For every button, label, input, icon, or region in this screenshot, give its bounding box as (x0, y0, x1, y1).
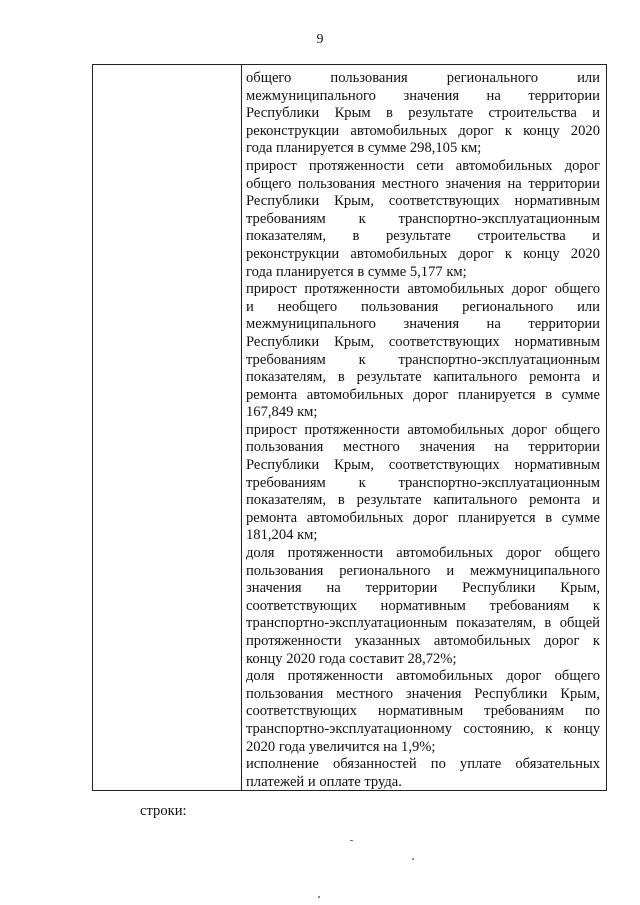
scan-speck (412, 858, 414, 860)
text-line: исполнение обязанностей по уплате обязательных (246, 756, 600, 773)
trailing-text: строки: (140, 803, 187, 819)
column-divider (241, 65, 242, 790)
text-line: требованиям к транспортно-эксплуатационным (246, 210, 600, 227)
text-line: года планируется в сумме 298,105 км; (246, 140, 482, 157)
text-line: 181,204 км; (246, 527, 318, 544)
text-line: доля протяженности автомобильных дорог общего (246, 545, 600, 562)
table-left-cell (93, 65, 241, 790)
text-line: показателям, в результате капитального ремонта и (246, 369, 600, 386)
text-line: концу 2020 года составит 28,72%; (246, 650, 457, 667)
text-line: ремонта автомобильных дорог планируется в сумме (246, 509, 600, 526)
scan-speck (350, 840, 353, 841)
text-line: пользования местного значения на территории (246, 439, 600, 456)
text-line: прирост протяженности сети автомобильных дорог (246, 157, 600, 174)
text-line: пользования регионального и межмуниципального (246, 562, 600, 579)
text-line: требованиям к транспортно-эксплуатационным (246, 351, 600, 368)
text-line: и необщего пользования регионального или (246, 298, 600, 315)
text-line: общего пользования регионального или (246, 70, 600, 86)
text-line: доля протяженности автомобильных дорог общего (246, 668, 600, 685)
text-line: межмуниципального значения на территории (246, 316, 600, 333)
page-number: 9 (316, 32, 324, 47)
text-line: Республики Крым, соответствующих нормативным (246, 193, 600, 210)
text-line: транспортно-эксплуатационному состоянию, к концу (246, 720, 600, 737)
text-line: межмуниципального значения на территории (246, 87, 600, 104)
text-line: 2020 года увеличится на 1,9%; (246, 738, 436, 755)
text-line: Республики Крым, соответствующих нормативным (246, 457, 600, 474)
text-line: Республики Крым, соответствующих нормативным (246, 333, 600, 350)
text-line: транспортно-эксплуатационным показателям, в общей (246, 615, 600, 632)
text-line: требованиям к транспортно-эксплуатационным (246, 474, 600, 491)
text-line: общего пользования местного значения на территории (246, 175, 600, 192)
scan-speck (318, 896, 320, 898)
text-line: пользования местного значения Республики Крым, (246, 685, 600, 702)
text-line: соответствующих нормативным требованиям к (246, 597, 600, 614)
table-right-cell (246, 70, 600, 791)
text-line: прирост протяженности автомобильных дорог общего (246, 281, 600, 298)
content-table (92, 64, 607, 791)
text-line: протяженности указанных автомобильных дорог к (246, 633, 600, 649)
text-line: показателям, в результате строительства и (246, 228, 600, 245)
text-line: значения на территории Республики Крым, (246, 580, 600, 597)
text-line: ремонта автомобильных дорог планируется в сумме (246, 386, 600, 403)
text-line: показателям, в результате капитального ремонта и (246, 492, 600, 509)
text-line: реконструкции автомобильных дорог к концу 2020 (246, 122, 600, 139)
text-line: прирост протяженности автомобильных дорог общего (246, 421, 600, 438)
text-line: платежей и оплате труда. (246, 773, 402, 790)
text-line: 167,849 км; (246, 404, 318, 421)
text-line: Республики Крым в результате строительства и (246, 105, 600, 122)
text-line: соответствующих нормативным требованиям по (246, 703, 600, 720)
text-line: года планируется в сумме 5,177 км; (246, 263, 467, 280)
text-line: реконструкции автомобильных дорог к концу 2020 (246, 245, 600, 262)
